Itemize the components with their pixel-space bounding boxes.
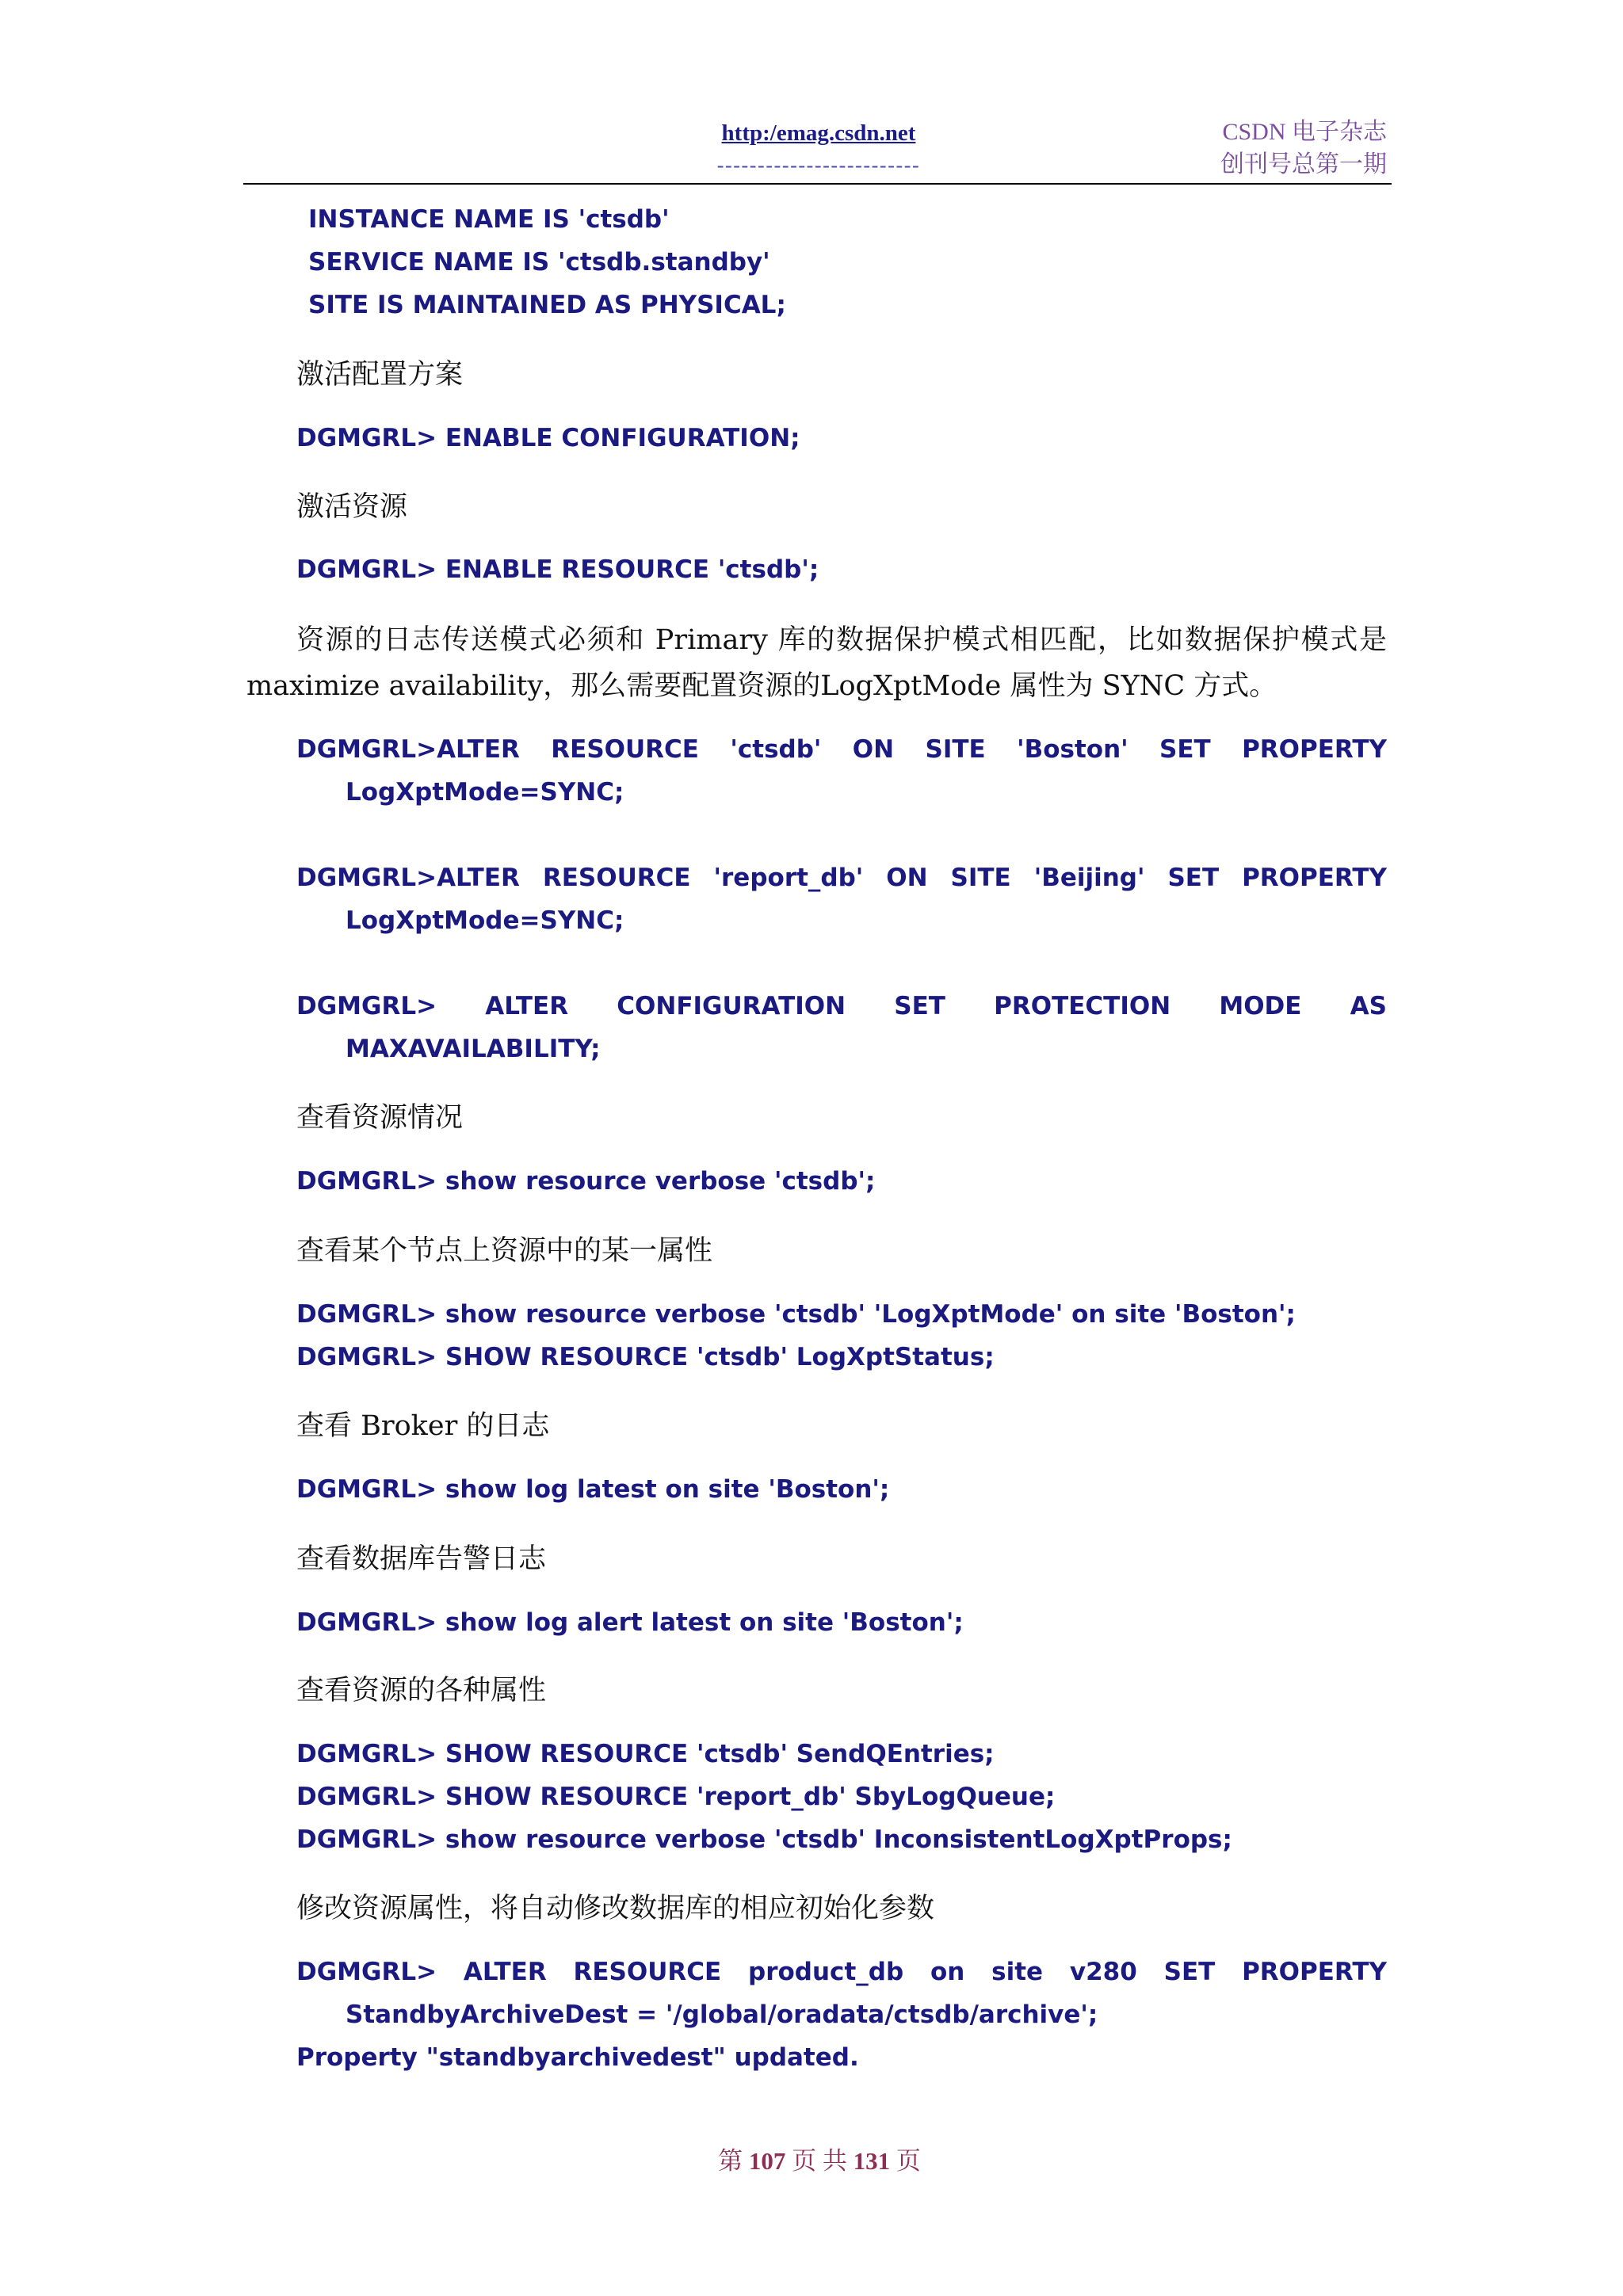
code-line: DGMGRL> SHOW RESOURCE 'report_db' SbyLogQueue;	[296, 1783, 1056, 1811]
code-line: DGMGRL> ALTER RESOURCE product_db on site v280 SET PROPERTY	[296, 1958, 1387, 1986]
code-line: DGMGRL> show resource verbose 'ctsdb';	[296, 1167, 876, 1196]
code-line: DGMGRL> ALTER CONFIGURATION SET PROTECTION MODE AS	[296, 992, 1387, 1020]
code-line: SITE IS MAINTAINED AS PHYSICAL;	[308, 291, 786, 319]
header-magazine-title: CSDN 电子杂志	[1222, 119, 1387, 145]
footer-middle: 页 共	[792, 2147, 847, 2175]
header-url-link[interactable]: http:/emag.csdn.net	[721, 120, 916, 146]
total-page-count: 131	[853, 2147, 891, 2175]
footer-suffix: 页	[896, 2147, 921, 2175]
code-line: DGMGRL> show resource verbose 'ctsdb' 'LogXptMode' on site 'Boston';	[296, 1300, 1296, 1329]
section-caption: 激活配置方案	[296, 359, 464, 391]
paragraph-line: maximize availability，那么需要配置资源的LogXptMode 属性为 SYNC 方式。	[246, 670, 1277, 702]
code-line-continuation: LogXptMode=SYNC;	[346, 778, 624, 807]
code-line-continuation: MAXAVAILABILITY;	[346, 1035, 601, 1063]
section-caption: 修改资源属性，将自动修改数据库的相应初始化参数	[296, 1893, 935, 1924]
section-caption: 激活资源	[296, 491, 408, 523]
section-caption: 查看 Broker 的日志	[296, 1410, 550, 1442]
section-caption: 查看资源情况	[296, 1102, 464, 1134]
code-line: DGMGRL>ALTER RESOURCE 'report_db' ON SITE 'Beijing' SET PROPERTY	[296, 864, 1387, 892]
code-line: SERVICE NAME IS 'ctsdb.standby'	[308, 248, 770, 277]
section-caption: 查看资源的各种属性	[296, 1675, 547, 1707]
code-line: INSTANCE NAME IS 'ctsdb'	[308, 205, 670, 234]
page-number-footer	[574, 2144, 1065, 2179]
code-line-continuation: LogXptMode=SYNC;	[346, 906, 624, 935]
code-line: DGMGRL> SHOW RESOURCE 'ctsdb' LogXptStatus;	[296, 1343, 995, 1371]
code-line: DGMGRL> ENABLE RESOURCE 'ctsdb';	[296, 555, 819, 584]
code-line: DGMGRL>ALTER RESOURCE 'ctsdb' ON SITE 'Boston' SET PROPERTY	[296, 735, 1387, 764]
code-line-continuation: StandbyArchiveDest = '/global/oradata/ctsdb/archive';	[346, 2000, 1098, 2029]
current-page-number: 107	[748, 2147, 786, 2175]
code-line: DGMGRL> show log latest on site 'Boston';	[296, 1475, 890, 1504]
header-url-dashes: -------------------------	[716, 154, 921, 177]
code-line: DGMGRL> ENABLE CONFIGURATION;	[296, 424, 800, 452]
section-caption: 查看数据库告警日志	[296, 1543, 547, 1575]
header-issue-label: 创刊号总第一期	[1220, 151, 1387, 177]
code-line: DGMGRL> show log alert latest on site 'Boston';	[296, 1608, 964, 1637]
code-output-line: Property "standbyarchivedest" updated.	[296, 2043, 859, 2072]
paragraph-line: 资源的日志传送模式必须和 Primary 库的数据保护模式相匹配，比如数据保护模式是	[296, 624, 1387, 656]
code-line: DGMGRL> show resource verbose 'ctsdb' InconsistentLogXptProps;	[296, 1825, 1232, 1854]
footer-prefix: 第	[718, 2147, 743, 2175]
code-line: DGMGRL> SHOW RESOURCE 'ctsdb' SendQEntries;	[296, 1740, 995, 1768]
section-caption: 查看某个节点上资源中的某一属性	[296, 1235, 713, 1267]
header-divider	[243, 183, 1392, 185]
